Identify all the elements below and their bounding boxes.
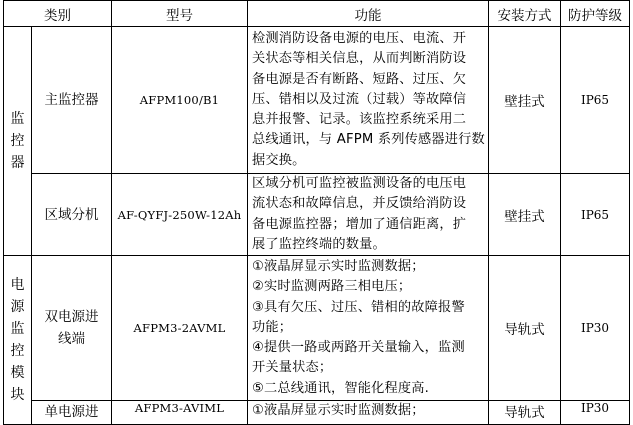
install-method: 壁挂式 [489,27,561,174]
protection-rating: IP65 [561,174,630,256]
table-row [4,401,630,425]
product-function: 区域分机可监控被监测设备的电压电 流状态和故障信息，并反馈给消防设 备电源监控器；增加了通信距离，扩 展了监控终端的数量。 [248,174,489,256]
install-method: 壁挂式 [489,174,561,256]
product-function: ①液晶屏显示实时监测数据； ②实时监测两路三相电压； ③具有欠压、过压、错相的故障报警 功能； ④提供一路或两路开关量输入，监测 开关量状态； ⑤二总线通讯，智能化程度高. [248,256,489,401]
product-function: 检测消防设备电源的电压、电流、开 关状态等相关信息，从而判断消防设 备电源是否有断路、短路、过压、欠 压、错相以及过流（过载）等故障信 息并报警、记录。该监控系统采用二 总线通讯，与 AFPM 系列传感器进行数 据交换。 [248,27,489,174]
protection-rating: IP30 [561,401,630,425]
product-model: AFPM3-2AVML [112,256,248,401]
group-label-monitor: 监 控 器 [4,27,32,256]
product-model: AF-QYFJ-250W-12Ah [112,174,248,256]
product-model: AFPM3-AVIML [112,401,248,425]
product-spec-table [3,0,630,425]
protection-rating: IP30 [561,256,630,401]
protection-rating: IP65 [561,27,630,174]
product-function: ①液晶屏显示实时监测数据； [248,401,489,425]
product-name: 区域分机 [32,174,112,256]
install-method: 导轨式 [489,256,561,401]
table-row [4,27,630,174]
product-model: AFPM100/B1 [112,27,248,174]
header-protection: 防护等级 [561,1,630,27]
table-row [4,256,630,401]
header-install: 安装方式 [489,1,561,27]
header-model: 型号 [112,1,248,27]
group-label-power-module: 电 源 监 控 模 块 [4,256,32,425]
product-name: 主监控器 [32,27,112,174]
install-method: 导轨式 [489,401,561,425]
product-name: 双电源进 线端 [32,256,112,401]
header-category: 类别 [4,1,112,27]
header-row [4,1,630,27]
table-row [4,174,630,256]
header-function: 功能 [248,1,489,27]
product-name: 单电源进 [32,401,112,425]
